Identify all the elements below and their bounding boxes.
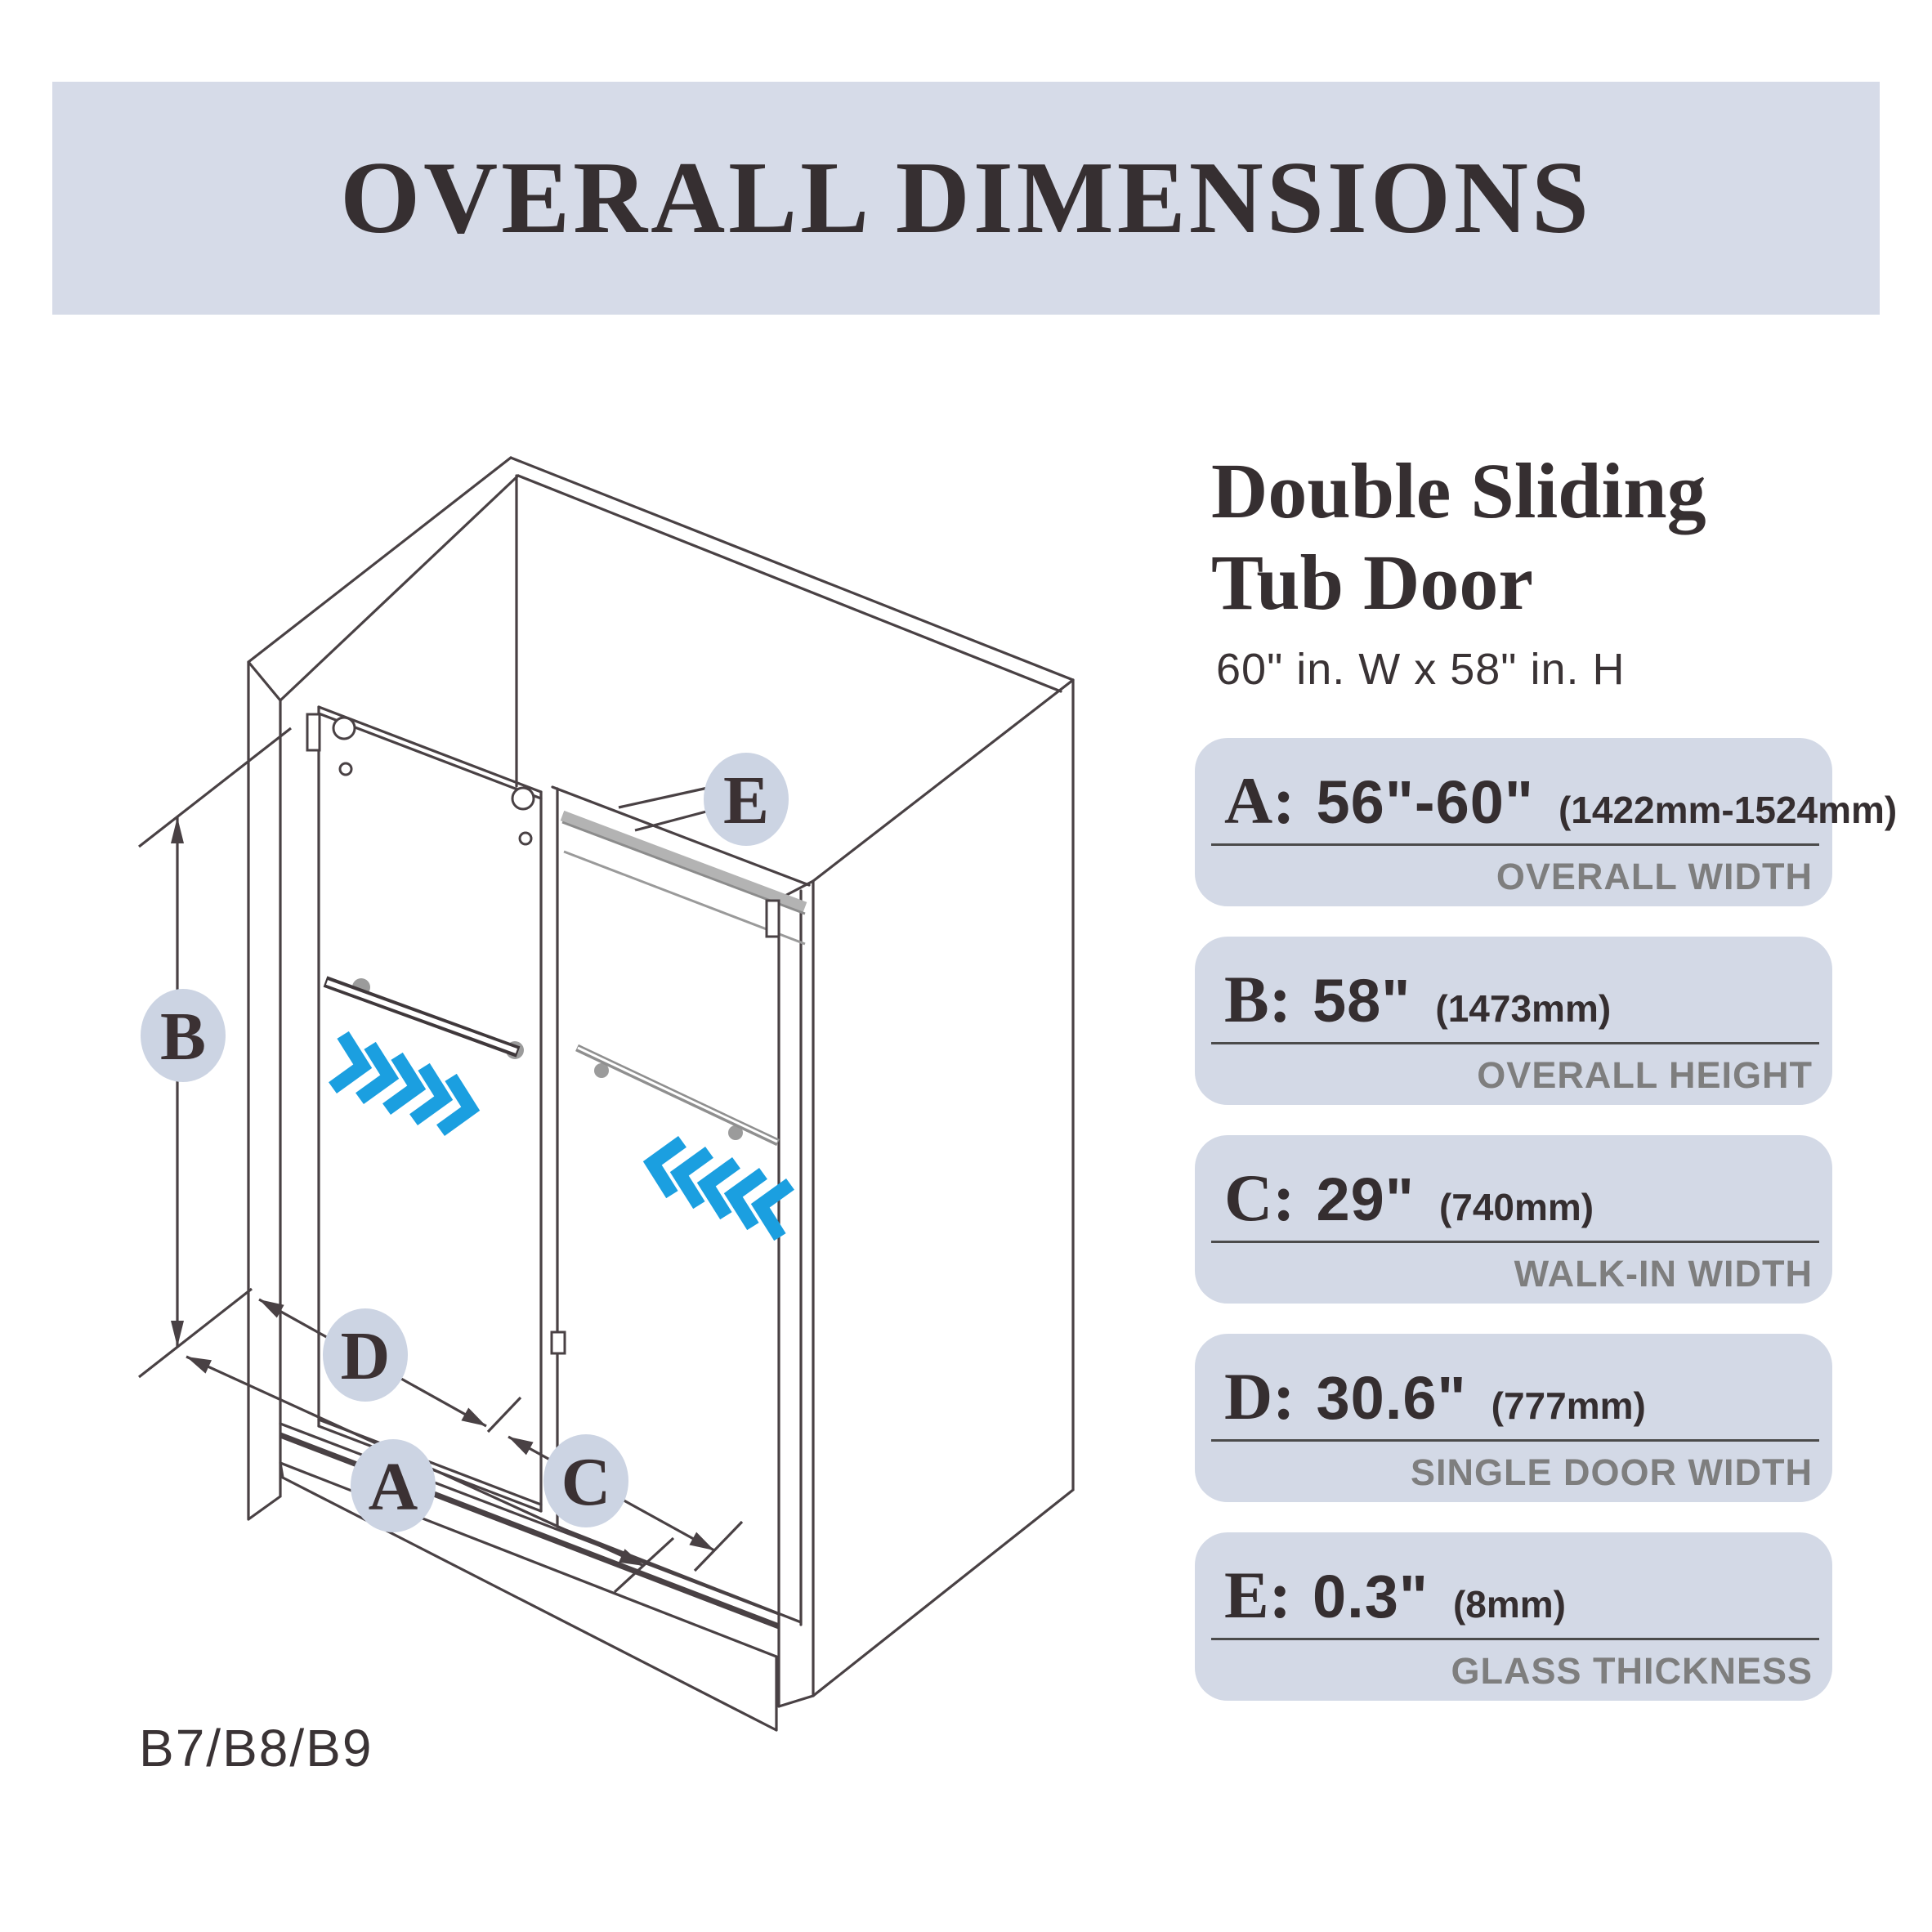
spec-label: SINGLE DOOR WIDTH xyxy=(1411,1451,1813,1493)
label-c: C xyxy=(561,1444,611,1520)
spec-label: OVERALL WIDTH xyxy=(1496,856,1813,897)
label-e: E xyxy=(722,763,770,839)
door-roller xyxy=(512,788,534,809)
roller-screw xyxy=(340,763,351,775)
spec-label: WALK-IN WIDTH xyxy=(1514,1253,1813,1295)
divider xyxy=(1211,1042,1819,1044)
spec-letter: A: xyxy=(1224,763,1295,838)
track-bracket-left xyxy=(307,714,320,750)
divider xyxy=(1211,1638,1819,1640)
roller-screw xyxy=(520,833,531,844)
spec-row-walk-in-width xyxy=(1195,1135,1832,1304)
divider xyxy=(1211,843,1819,846)
spec-metric: (1473mm) xyxy=(1435,987,1612,1030)
spec-value: 29" xyxy=(1316,1165,1415,1233)
spec-metric: (1422mm-1524mm) xyxy=(1558,789,1898,831)
spec-row-single-door-width xyxy=(1195,1334,1832,1502)
spec-metric: (8mm) xyxy=(1452,1583,1566,1626)
spec-value: 0.3" xyxy=(1313,1563,1429,1630)
spec-label: GLASS THICKNESS xyxy=(1451,1650,1813,1692)
slide-right-chevrons xyxy=(333,1035,476,1135)
spec-value: 56"-60" xyxy=(1316,768,1534,836)
page-title: OVERALL DIMENSIONS xyxy=(340,141,1592,255)
product-size: 60" in. W x 58" in. H xyxy=(1216,645,1626,694)
product-title-line2: Tub Door xyxy=(1211,539,1533,626)
spec-letter: B: xyxy=(1224,962,1291,1036)
spec-value: 30.6" xyxy=(1316,1364,1467,1432)
product-title xyxy=(1211,445,1914,628)
spec-letter: D: xyxy=(1224,1359,1295,1433)
label-b: B xyxy=(159,999,207,1075)
spec-row-glass-thickness xyxy=(1195,1532,1832,1701)
slide-left-chevrons xyxy=(647,1137,790,1237)
label-d: D xyxy=(340,1318,391,1394)
track-bracket-right xyxy=(767,901,779,937)
glass-thickness-leader xyxy=(619,788,709,830)
spec-letter: E: xyxy=(1224,1558,1291,1632)
divider xyxy=(1211,1241,1819,1243)
product-title-line1: Double Sliding xyxy=(1211,447,1706,534)
spec-row-overall-width xyxy=(1195,738,1898,906)
spec-metric: (740mm) xyxy=(1438,1186,1594,1228)
door-roller xyxy=(333,718,355,739)
spec-row-overall-height xyxy=(1195,937,1832,1105)
divider xyxy=(1211,1439,1819,1442)
spec-label: OVERALL HEIGHT xyxy=(1477,1054,1813,1096)
spec-letter: C: xyxy=(1224,1161,1295,1235)
spec-metric: (777mm) xyxy=(1491,1384,1646,1427)
door-guide-clip xyxy=(552,1332,565,1353)
label-a: A xyxy=(368,1449,418,1525)
spec-value: 58" xyxy=(1313,967,1411,1035)
model-code: B7/B8/B9 xyxy=(139,1719,373,1778)
